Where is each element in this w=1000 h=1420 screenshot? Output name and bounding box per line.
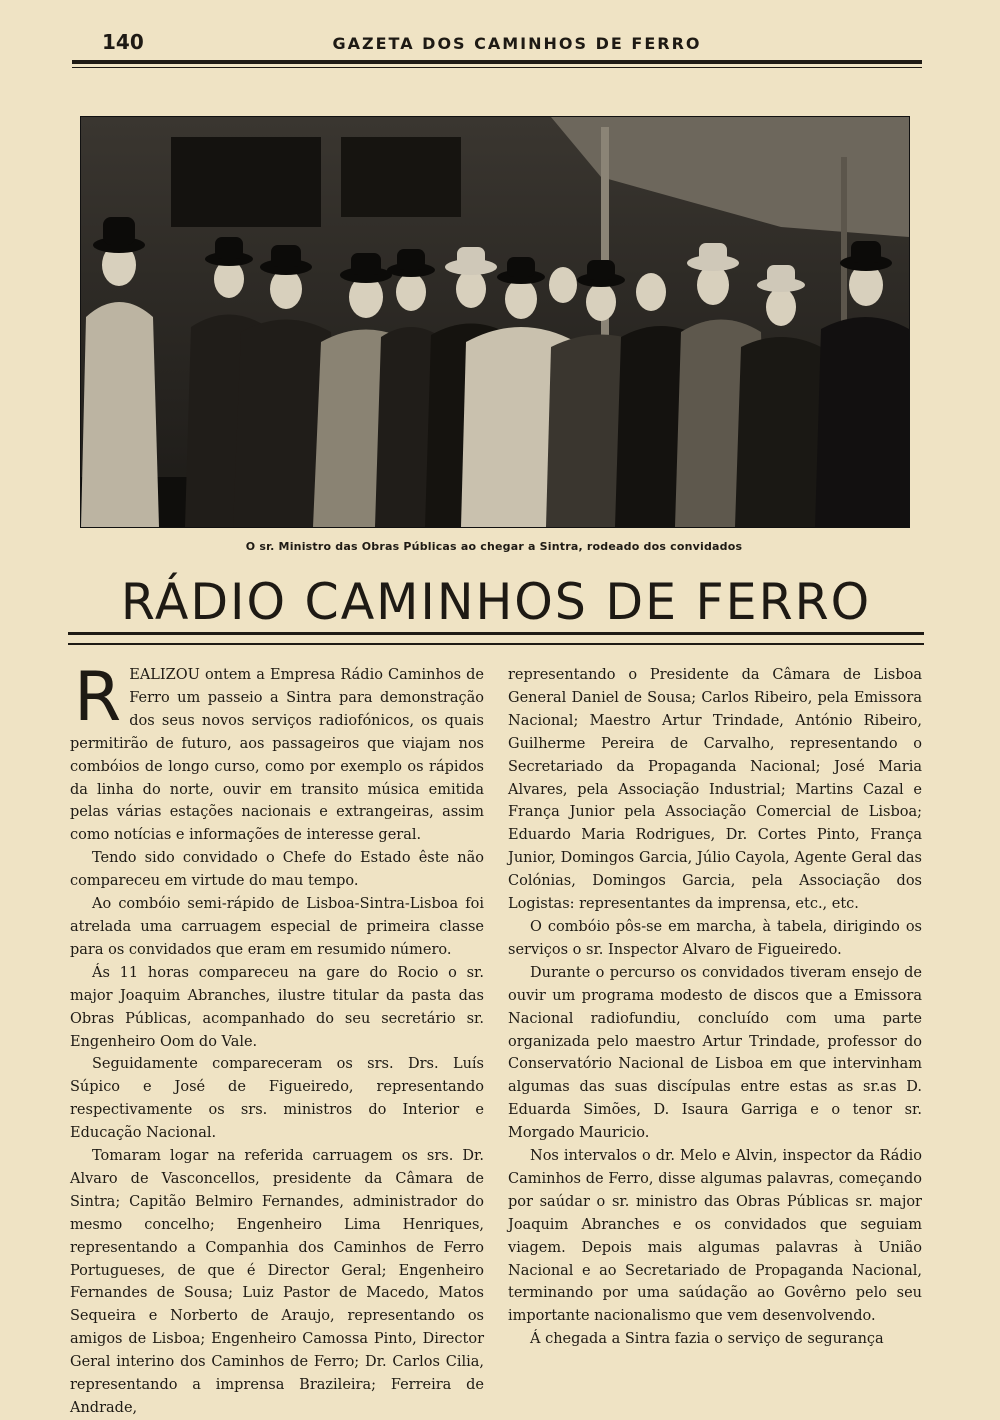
headline-rule xyxy=(68,632,924,645)
paragraph: Ao combóio semi-rápido de Lisboa-Sintra-Lisboa foi atrelada uma carruagem especial de primeira classe para os convidados que eram em resumido número. xyxy=(70,896,484,958)
paragraph: Á chegada a Sintra fazia o serviço de segurança xyxy=(530,1331,884,1348)
running-head xyxy=(70,30,922,58)
journal-title: GAZETA DOS CAMINHOS DE FERRO xyxy=(332,34,702,53)
paragraph: Nos intervalos o dr. Melo e Alvin, inspector da Rádio Caminhos de Ferro, disse algumas palavras, começando por saúdar o sr. ministro das Obras Públicas sr. major Joaquim Abranches e os convidados que seguiam viagem. Depois mais algumas palavras à União Nacional e ao Secretariado de Propaganda Nacional, terminando por uma saúdação ao Govêrno pelo seu importante nacionalismo que vem desenvolvendo. xyxy=(508,1148,922,1325)
paragraph: O combóio pôs-se em marcha, à tabela, dirigindo os serviços o sr. Inspector Alvaro de Figueiredo. xyxy=(508,918,922,958)
photo-caption: O sr. Ministro das Obras Públicas ao chegar a Sintra, rodeado dos convidados xyxy=(245,540,743,553)
photo-illustration xyxy=(81,117,909,527)
drop-cap: R xyxy=(74,658,122,737)
article-headline: RÁDIO CAMINHOS DE FERRO xyxy=(120,573,872,631)
group-photograph xyxy=(80,116,910,528)
paragraph: REALIZOU ontem a Empresa Rádio Caminhos de Ferro um passeio a Sintra para demonstração dos seus novos serviços radiofónicos, os quais permitirão de futuro, aos passageiros que viajam nos combóios de longo curso, como por exemplo os rápidos da linha do norte, ouvir em transito música emitida pelas várias estações nacionais e extrangeiras, assim como notícias e informações de interesse geral. xyxy=(70,658,484,844)
article-body xyxy=(70,658,922,1416)
paragraph: Durante o percurso os convidados tiveram ensejo de ouvir um programa modesto de discos que a Emissora Nacional radiofundiu, concluído com uma parte organizada pelo maestro Artur Trindade, professor do Conservatório Nacional de Lisboa em que intervinham algumas das suas discípulas entre estas as sr.as D. Eduarda Simões, D. Isaura Garriga e o tenor sr. Morgado Mauricio. xyxy=(508,964,922,1142)
paragraph: Tendo sido convidado o Chefe do Estado êste não compareceu em virtude do mau tempo. xyxy=(70,850,484,890)
right-column xyxy=(508,664,922,1354)
paragraph: Ás 11 horas compareceu na gare do Rocio o sr. major Joaquim Abranches, ilustre titular da pasta das Obras Públicas, acompanhado do seu secretário sr. Engenheiro Oom do Vale. xyxy=(70,964,484,1050)
paragraph: Seguidamente compareceram os srs. Drs. Luís Súpico e José de Figueiredo, representando respectivamente os srs. ministros do Interior e Educação Nacional. xyxy=(70,1056,484,1142)
paragraph: representando o Presidente da Câmara de Lisboa General Daniel de Sousa; Carlos Ribeiro, pela Emissora Nacional; Maestro Artur Trindade, António Ribeiro, Guilherme Pereira de Carvalho, representando o Secretariado da Propaganda Nacional; José Maria Alvares, pela Associação Industrial; Martins Cazal e França Junior pela Associação Comercial de Lisboa; Eduardo Maria Rodrigues, Dr. Cortes Pinto, França Junior, Domingos Garcia, Júlio Cayola, Agente Geral das Colónias, Domingos Garcia, pela Associação dos Logistas: representantes da imprensa, etc., etc. xyxy=(508,667,922,913)
page-number: 140 xyxy=(102,30,144,54)
left-column xyxy=(70,658,484,1416)
paragraph: Tomaram logar na referida carruagem os srs. Dr. Alvaro de Vasconcellos, presidente da Câmara de Sintra; Capitão Belmiro Fernandes, administrador do mesmo concelho; Engenheiro Lima Henriques, representando a Companhia dos Caminhos de Ferro Portugueses, de que é Director Geral; Engenheiro Fernandes de Sousa; Luiz Pastor de Macedo, Matos Sequeira e Norberto de Araujo, representando os amigos de Lisboa; Engenheiro Camossa Pinto, Director Geral interino dos Caminhos de Ferro; Dr. Carlos Cilia, representando a imprensa Brazileira; Ferreira de Andrade, xyxy=(70,1148,484,1416)
header-rule xyxy=(72,60,922,68)
